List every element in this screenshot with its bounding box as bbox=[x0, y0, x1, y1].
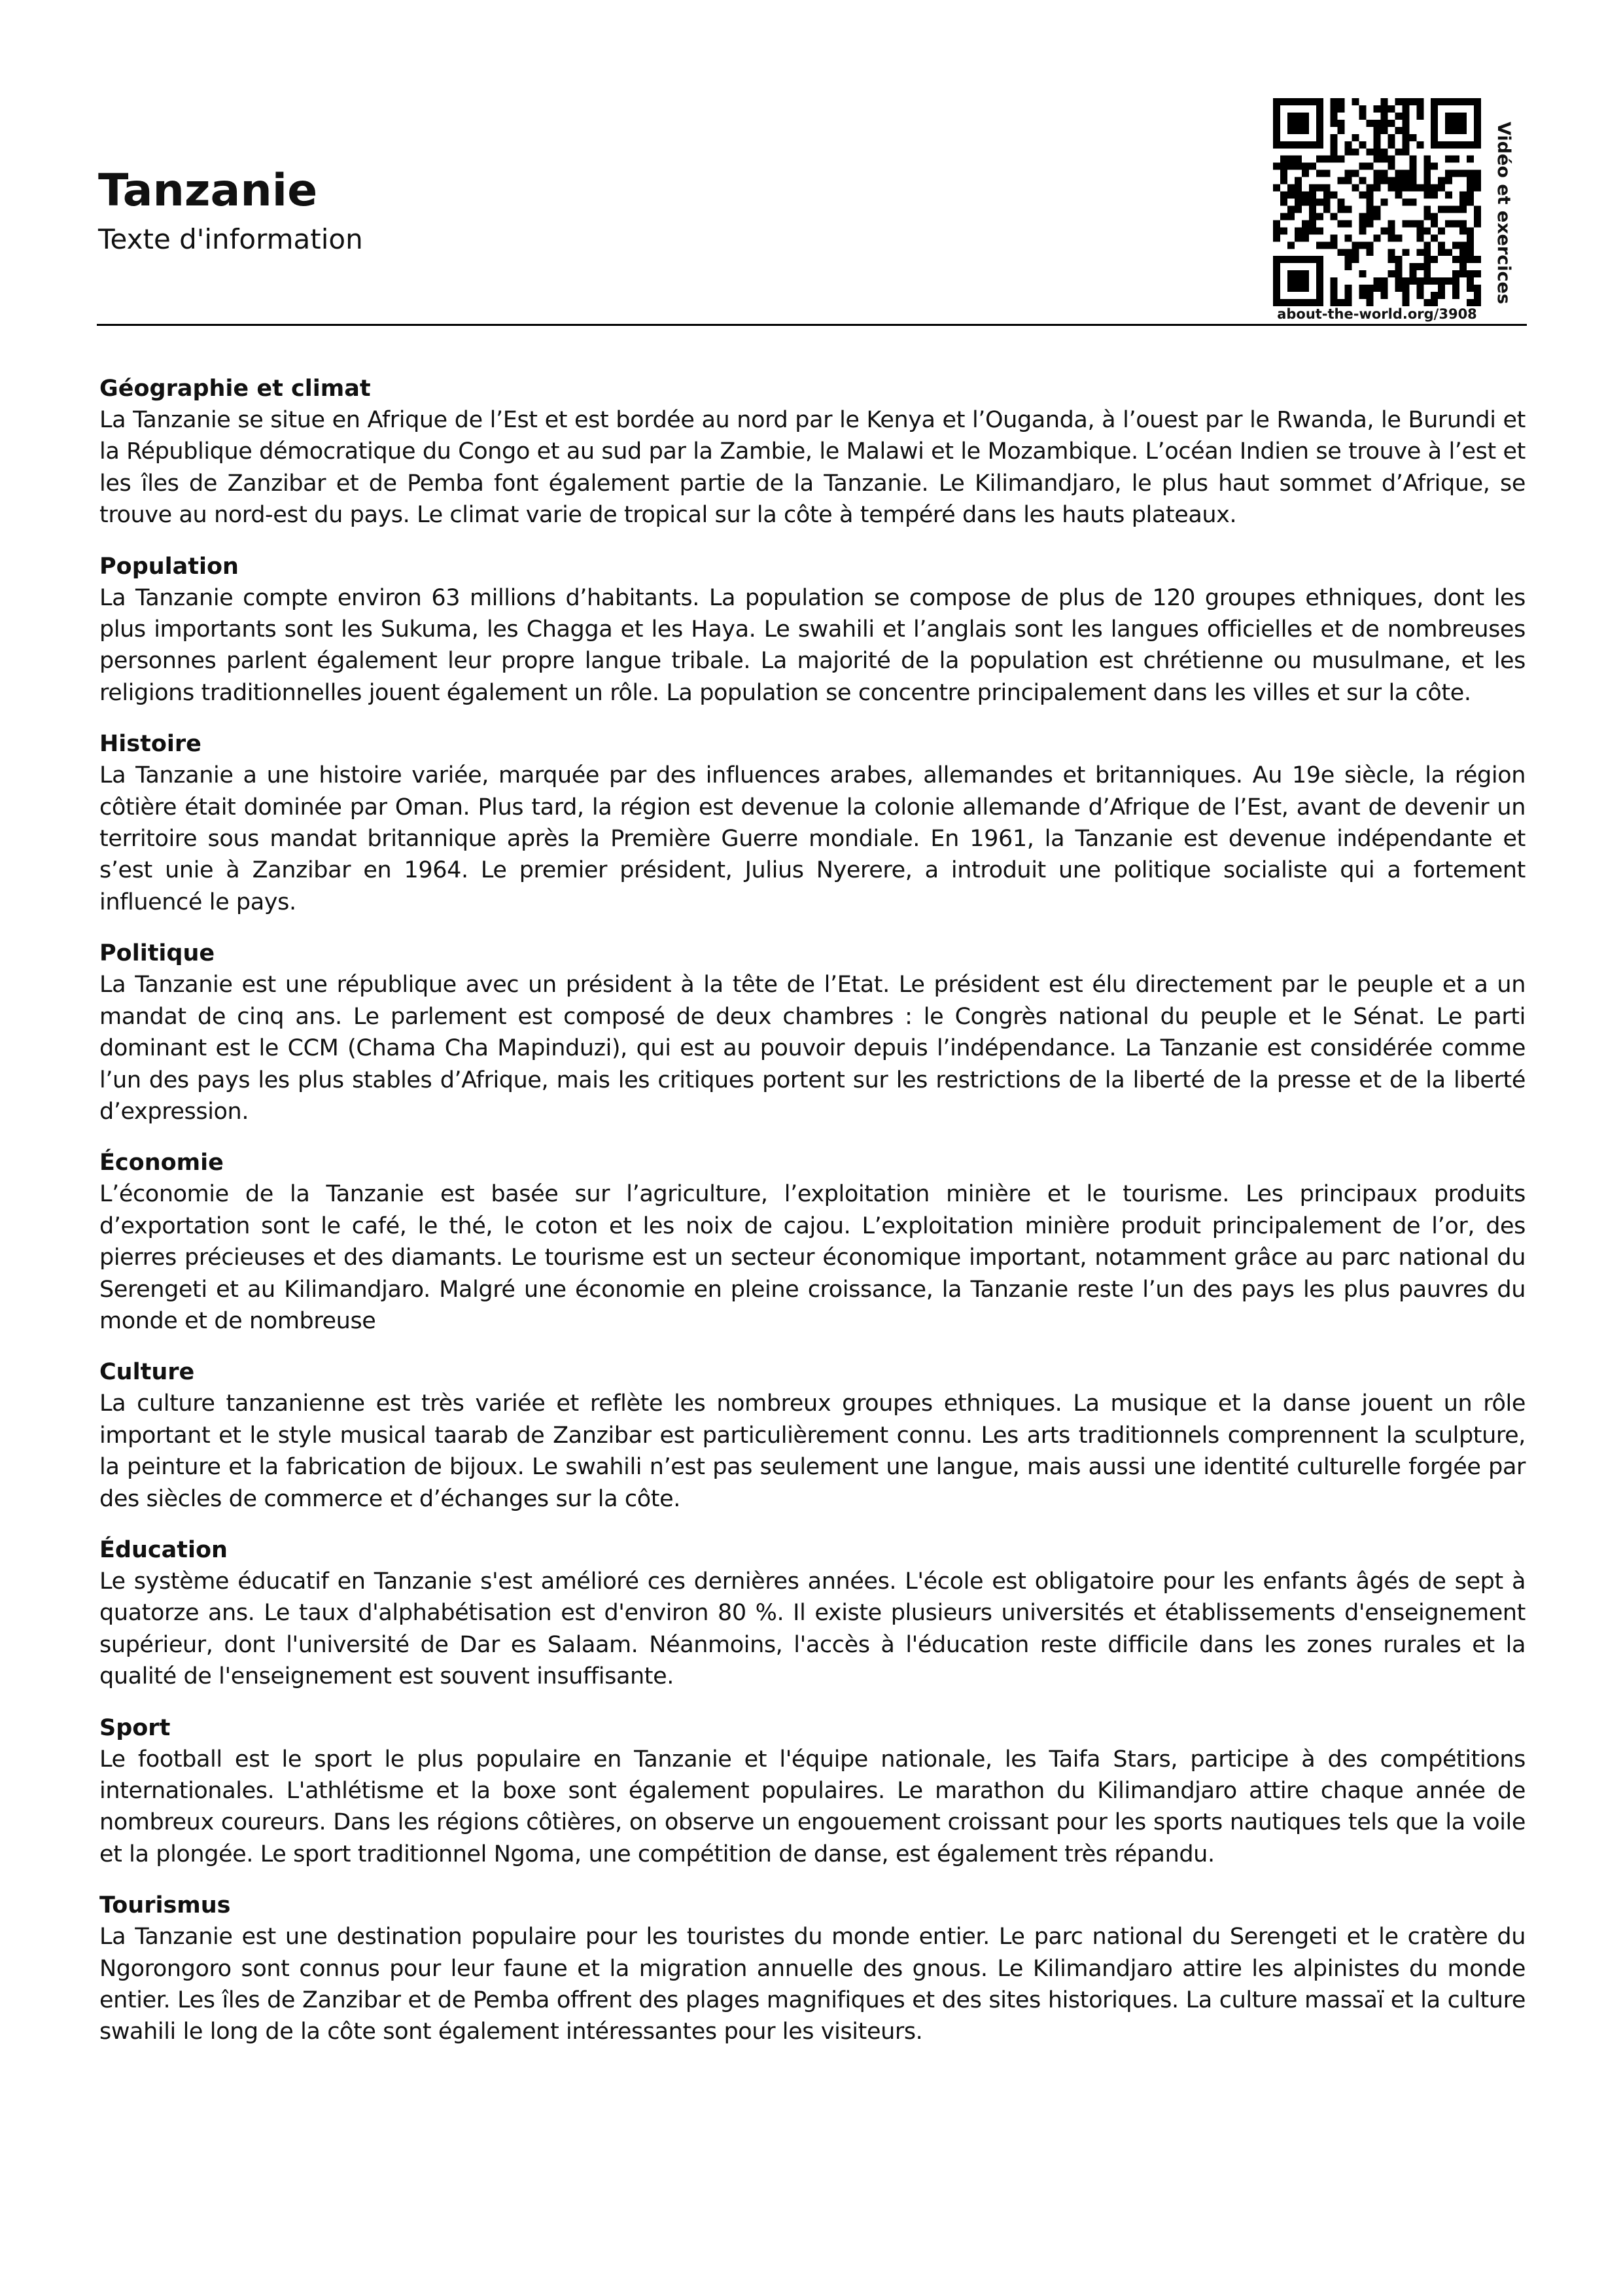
section-text: La Tanzanie se situe en Afrique de l’Est et est bordée au nord par le Kenya et l’Ouganda, à l’ouest par le Rwanda, le Burundi et la République démocratique du Congo et au sud par la Zambie, le Malawi et le Mozambique. L’océan Indien se trouve à l’est et les îles de Zanzibar et de Pemba font également partie de la Tanzanie. Le Kilimandjaro, le plus haut sommet d’Afrique, se trouve au nord-est du pays. Le climat varie de tropical sur la côte à tempéré dans les hauts plateaux. bbox=[99, 407, 1526, 529]
section-heading: Population bbox=[99, 553, 239, 580]
section-education bbox=[99, 1534, 1526, 1693]
page-subtitle: Texte d'information bbox=[98, 223, 363, 255]
section-heading: Sport bbox=[99, 1714, 171, 1741]
video-exercises-label: Vidéo et exercices bbox=[1493, 121, 1514, 304]
section-heading: Géographie et climat bbox=[99, 376, 371, 402]
section-population bbox=[99, 551, 1526, 709]
header-divider bbox=[97, 324, 1527, 326]
section-politics bbox=[99, 938, 1526, 1127]
section-tourism bbox=[99, 1890, 1526, 2048]
section-culture bbox=[99, 1356, 1526, 1515]
section-text: La Tanzanie est une république avec un président à la tête de l’Etat. Le président est élu directement par le peuple et a un mandat de cinq ans. Le parlement est composé de deux chambres : le Congrès national du peuple et le Sénat. Le parti dominant est le CCM (Chama Cha Mapinduzi), qui est au pouvoir depuis l’indépendance. La Tanzanie est considérée comme l’un des pays les plus stables d’Afrique, mais les critiques portent sur les restrictions de la liberté de la presse et de la liberté d’expression. bbox=[99, 972, 1526, 1125]
section-geography bbox=[99, 373, 1526, 531]
page-title: Tanzanie bbox=[98, 165, 318, 217]
section-heading: Économie bbox=[99, 1150, 224, 1176]
section-economy bbox=[99, 1147, 1526, 1337]
section-text: La culture tanzanienne est très variée et reflète les nombreux groupes ethniques. La musique et la danse jouent un rôle important et le style musical taarab de Zanzibar est particulièrement connu. Les arts traditionnels comprennent la sculpture, la peinture et la fabrication de bijoux. Le swahili n’est pas seulement une langue, mais aussi une identité culturelle forgée par des siècles de commerce et d’échanges sur la côte. bbox=[99, 1390, 1526, 1512]
qr-code[interactable] bbox=[1273, 98, 1481, 306]
document-body bbox=[99, 373, 1526, 2068]
section-heading: Culture bbox=[99, 1359, 195, 1386]
section-text: La Tanzanie est une destination populaire pour les touristes du monde entier. Le parc national du Serengeti et le cratère du Ngorongoro sont connus pour leur faune et la migration annuelle des gnous. Le Kilimandjaro attire les alpinistes du monde entier. Les îles de Zanzibar et de Pemba offrent des plages magnifiques et des sites historiques. La culture massaï et la culture swahili le long de la côte sont également intéressantes pour les visiteurs. bbox=[99, 1924, 1526, 2045]
section-text: La Tanzanie a une histoire variée, marquée par des influences arabes, allemandes et britanniques. Au 19e siècle, la région côtière était dominée par Oman. Plus tard, la région est devenue la colonie allemande d’Afrique de l’Est, avant de devenir un territoire sous mandat britannique après la Première Guerre mondiale. En 1961, la Tanzanie est devenue indépendante et s’est unie à Zanzibar en 1964. Le premier président, Julius Nyerere, a introduit une politique socialiste qui a fortement influencé le pays. bbox=[99, 762, 1526, 915]
section-heading: Tourismus bbox=[99, 1892, 231, 1919]
section-text: Le football est le sport le plus populaire en Tanzanie et l'équipe nationale, les Taifa Stars, participe à des compétitions internationales. L'athlétisme et la boxe sont également populaires. Le marathon du Kilimandjaro attire chaque année de nombreux coureurs. Dans les régions côtières, on observe un engouement croissant pour les sports nautiques tels que la voile et la plongée. Le sport traditionnel Ngoma, une compétition de danse, est également très répandu. bbox=[99, 1746, 1526, 1867]
section-text: L’économie de la Tanzanie est basée sur l’agriculture, l’exploitation minière et le tourisme. Les principaux produits d’exportation sont le café, le thé, le coton et les noix de cajou. L’exploitation minière produit principalement de l’or, des pierres précieuses et des diamants. Le tourisme est un secteur économique important, notamment grâce au parc national du Serengeti et au Kilimandjaro. Malgré une économie en pleine croissance, la Tanzanie reste l’un des pays les plus pauvres du monde et de nombreuse bbox=[99, 1181, 1526, 1334]
section-heading: Politique bbox=[99, 940, 215, 967]
section-text: Le système éducatif en Tanzanie s'est amélioré ces dernières années. L'école est obligatoire pour les enfants âgés de sept à quatorze ans. Le taux d'alphabétisation est d'environ 80 %. Il existe plusieurs universités et établissements d'enseignement supérieur, dont l'université de Dar es Salaam. Néanmoins, l'accès à l'éducation reste difficile dans les zones rurales et la qualité de l'enseignement est souvent insuffisante. bbox=[99, 1568, 1526, 1690]
section-heading: Éducation bbox=[99, 1536, 228, 1563]
section-heading: Histoire bbox=[99, 731, 201, 758]
section-text: La Tanzanie compte environ 63 millions d’habitants. La population se compose de plus de 120 groupes ethniques, dont les plus importants sont les Sukuma, les Chagga et les Haya. Le swahili et l’anglais sont les langues officielles et de nombreuses personnes parlent également leur propre langue tribale. La majorité de la population est chrétienne ou musulmane, et les religions traditionnelles jouent également un rôle. La population se concentre principalement dans les villes et sur la côte. bbox=[99, 584, 1526, 706]
qr-url[interactable]: about-the-world.org/3908 bbox=[1277, 306, 1477, 322]
section-sport bbox=[99, 1712, 1526, 1871]
section-history bbox=[99, 728, 1526, 918]
